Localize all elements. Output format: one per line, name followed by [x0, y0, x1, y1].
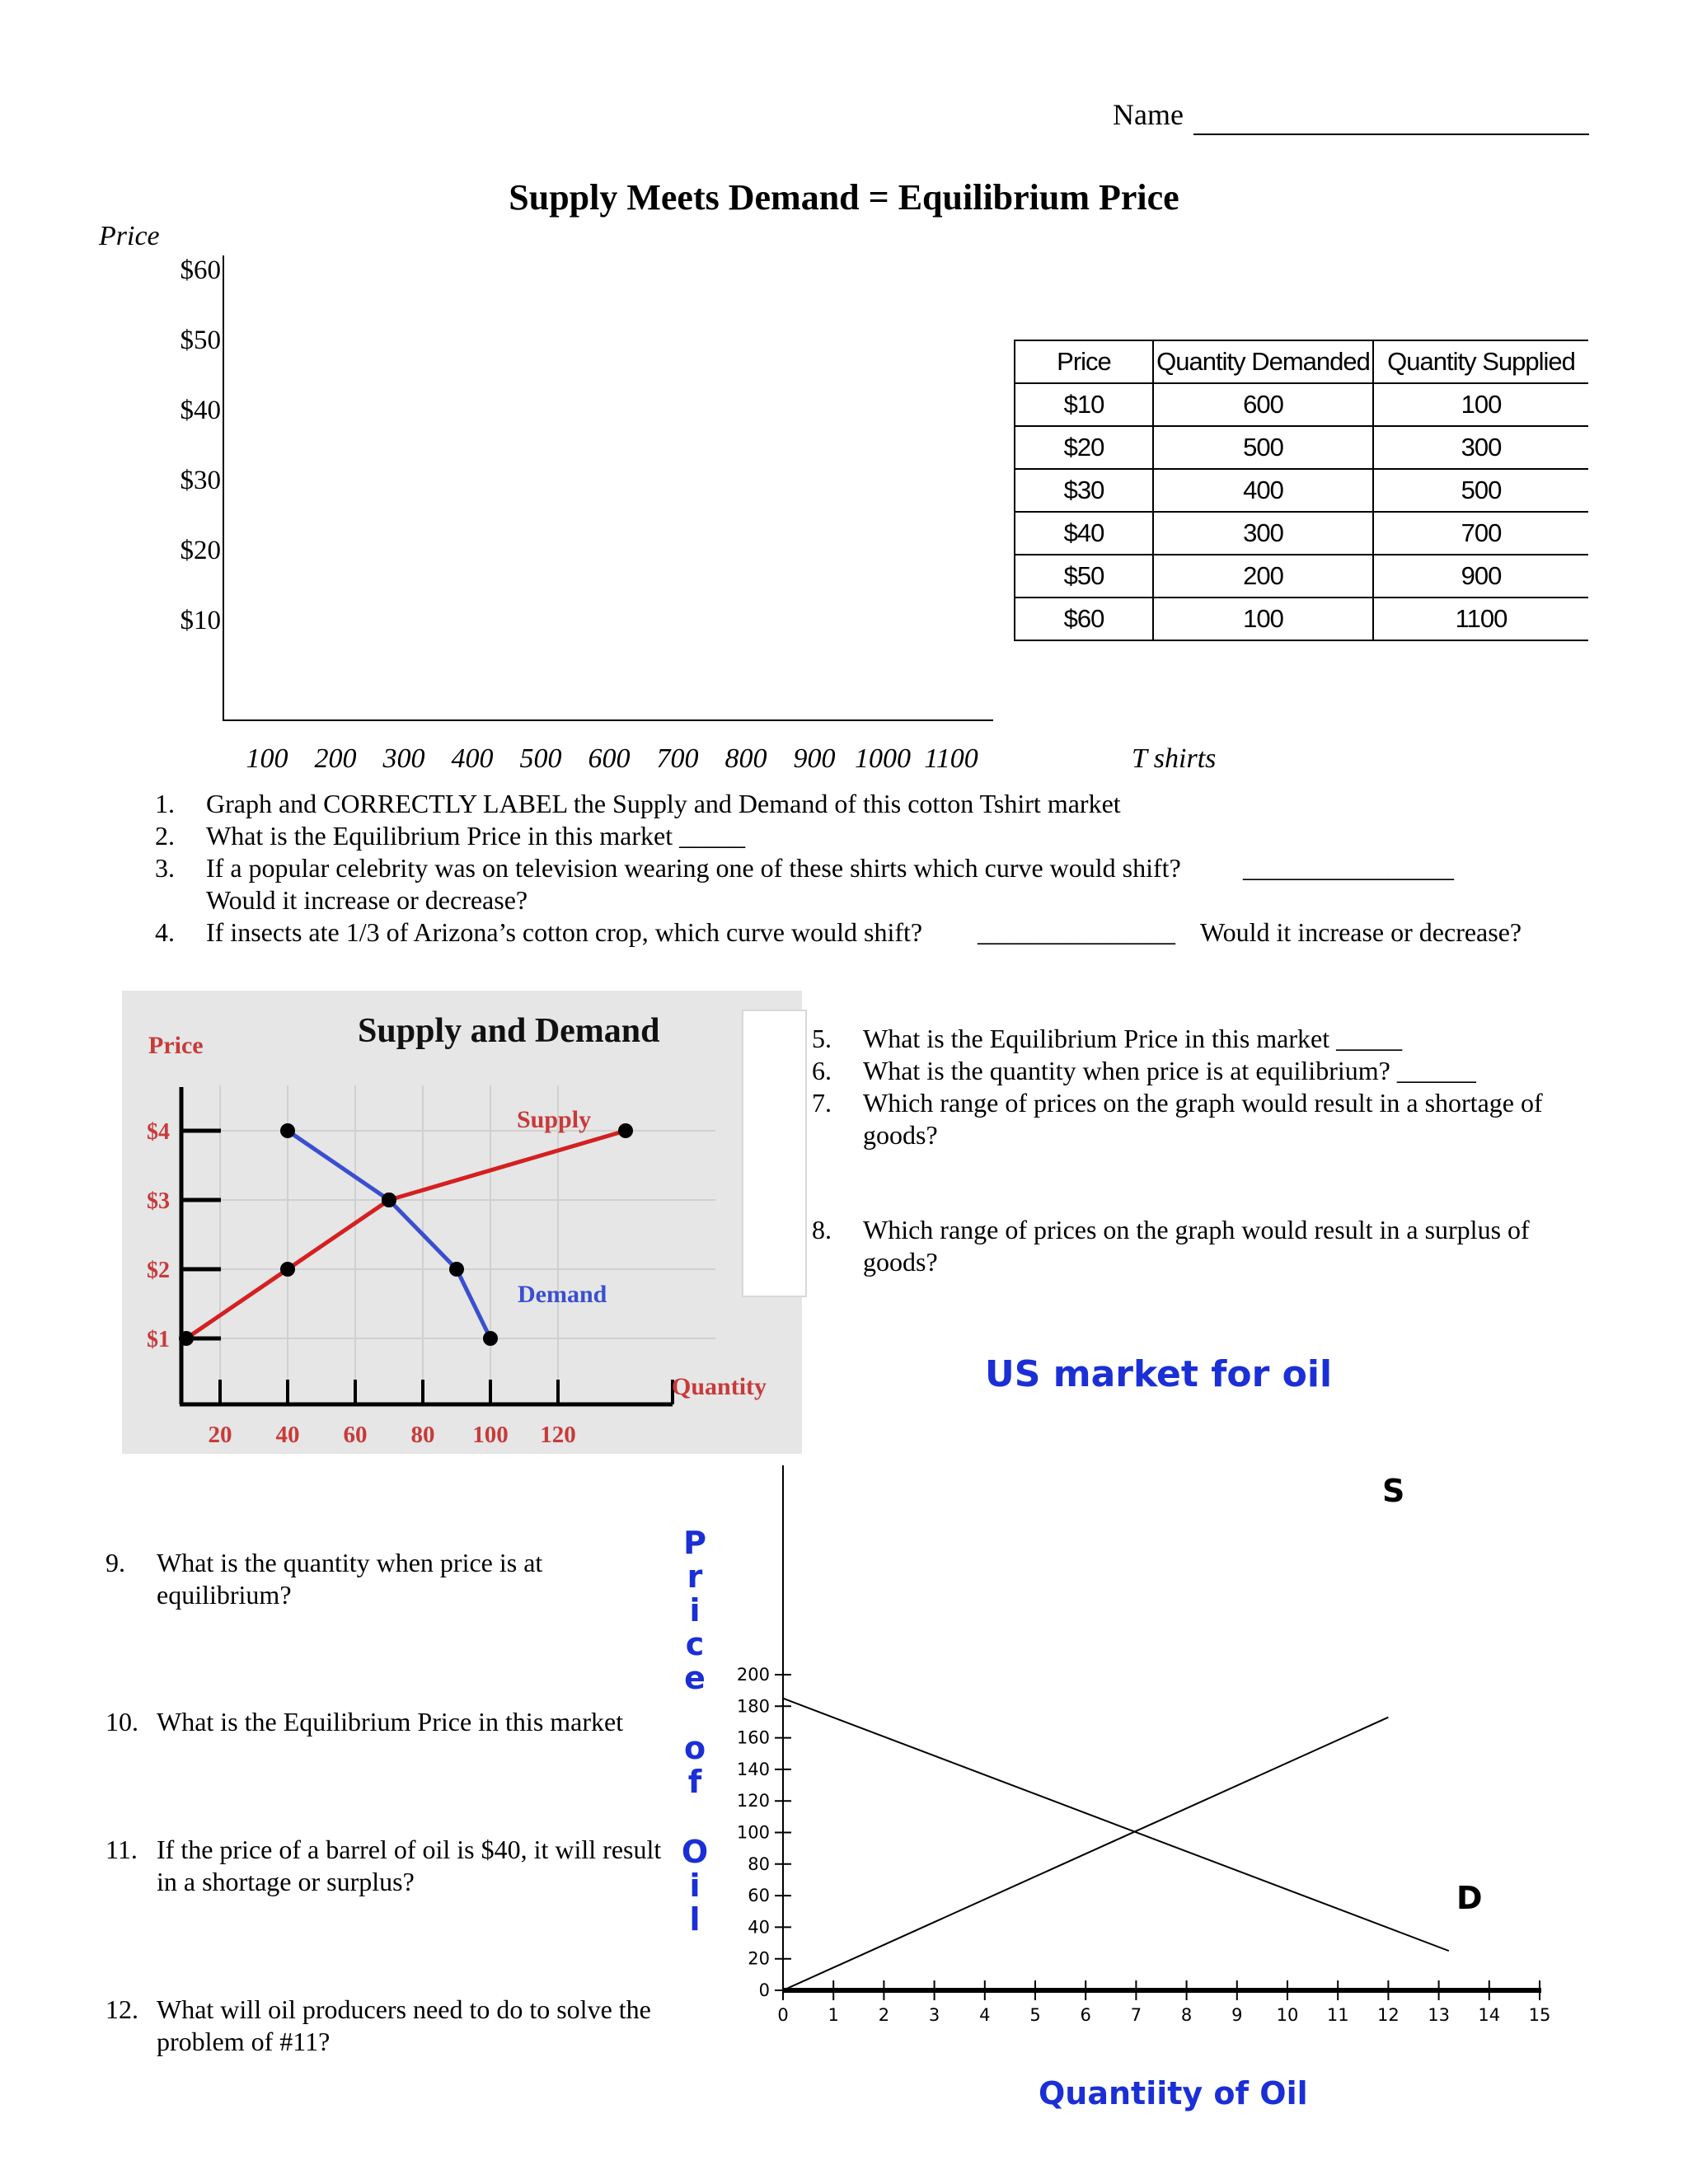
- oil-y-title-letter: e: [684, 1660, 706, 1696]
- question-4-tail: Would it increase or decrease?: [1200, 917, 1522, 947]
- question-7-num: 7.: [812, 1088, 832, 1118]
- supply-curve-label: Supply: [517, 1106, 592, 1133]
- table-row: [1015, 426, 1588, 469]
- question-12-line2: problem of #11?: [157, 2027, 331, 2056]
- question-2-num: 2.: [155, 821, 175, 851]
- chart2-y-tick-label: $3: [147, 1188, 170, 1214]
- table-row: [1015, 598, 1588, 640]
- oil-x-title: Quantiity of Oil: [1039, 2075, 1308, 2111]
- data-point: [280, 1123, 295, 1138]
- placeholder-box: [742, 1010, 807, 1297]
- oil-x-tick-label: 1: [828, 2005, 839, 2025]
- question-12-text: What will oil producers need to do to solve the: [157, 1994, 651, 2024]
- chart2-x-tick-label: 120: [540, 1422, 576, 1448]
- oil-y-tick-label: 160: [736, 1727, 770, 1748]
- chart2-x-tick-label: 20: [208, 1422, 232, 1448]
- graph1-y-tick: $30: [180, 466, 221, 495]
- oil-y-title-letter: O: [681, 1834, 709, 1870]
- table-header-supplied: Quantity Supplied: [1373, 340, 1588, 383]
- question-3-text: If a popular celebrity was on television wearing one of these shirts which curve would shift?: [206, 853, 1181, 883]
- chart2-xlabel: Quantity: [672, 1373, 767, 1400]
- question-10-num: 10.: [106, 1707, 138, 1736]
- series-d-line: [783, 1699, 1449, 1951]
- table-row: [1015, 469, 1588, 512]
- oil-y-tick-label: 20: [748, 1948, 770, 1969]
- oil-x-tick-label: 15: [1528, 2005, 1551, 2025]
- table-cell: $20: [1015, 426, 1153, 469]
- chart2-y-tick-label: $1: [147, 1327, 170, 1352]
- graph1-y-tick: $50: [180, 326, 221, 355]
- oil-y-tick-label: 180: [736, 1696, 770, 1717]
- graph1-x-axis: [223, 719, 993, 721]
- chart2-title: Supply and Demand: [358, 1012, 660, 1050]
- table-cell: 400: [1153, 469, 1373, 512]
- question-3-num: 3.: [155, 853, 175, 883]
- question-2-text: What is the Equilibrium Price in this market _____: [206, 821, 746, 851]
- oil-y-tick-label: 120: [736, 1791, 770, 1811]
- graph1-x-tick: 400: [451, 743, 494, 774]
- oil-y-title-letter: i: [689, 1868, 701, 1904]
- table-header-price: Price: [1015, 340, 1153, 383]
- question-9-line2: equilibrium?: [157, 1580, 292, 1610]
- oil-x-tick-label: 0: [777, 2005, 789, 2025]
- oil-y-tick-label: 80: [748, 1854, 770, 1874]
- table-cell: $40: [1015, 512, 1153, 555]
- graph1-y-tick: $40: [180, 396, 221, 425]
- question-4-blank[interactable]: _______________: [978, 917, 1175, 947]
- chart2-x-tick-label: 60: [343, 1422, 368, 1448]
- graph1-x-tick: 900: [793, 743, 836, 774]
- table-cell: 100: [1153, 598, 1373, 640]
- oil-y-tick-label: 60: [748, 1886, 770, 1906]
- question-9-text: What is the quantity when price is at: [157, 1548, 543, 1577]
- question-9-num: 9.: [106, 1548, 125, 1577]
- graph1-x-tick: 300: [382, 743, 425, 774]
- graph1-x-tick: 600: [588, 743, 631, 774]
- question-8-line2: goods?: [863, 1247, 938, 1277]
- table-cell: 300: [1153, 512, 1373, 555]
- graph1-x-tick: 800: [724, 743, 767, 774]
- graph1-x-tick: 700: [656, 743, 699, 774]
- data-point: [618, 1123, 633, 1138]
- table-cell: 900: [1373, 555, 1588, 598]
- graph1-y-tick: $60: [180, 255, 221, 285]
- oil-y-title-letter: P: [683, 1525, 706, 1561]
- question-7-line2: goods?: [863, 1120, 938, 1150]
- oil-x-tick-label: 12: [1377, 2005, 1400, 2025]
- supply-demand-table: [1014, 340, 1588, 641]
- chart2-ylabel: Price: [148, 1032, 204, 1059]
- graph1-y-axis: [223, 255, 224, 721]
- table-cell: 500: [1153, 426, 1373, 469]
- question-5-num: 5.: [812, 1024, 832, 1053]
- graph1-x-tick: 1100: [924, 743, 978, 774]
- question-4-text: If insects ate 1/3 of Arizona’s cotton crop, which curve would shift?: [206, 917, 923, 947]
- oil-y-title-letter: l: [689, 1901, 701, 1938]
- table-cell: 300: [1373, 426, 1588, 469]
- demand-line-label: D: [1456, 1880, 1483, 1916]
- question-11-line2: in a shortage or surplus?: [157, 1867, 415, 1896]
- question-10-text: What is the Equilibrium Price in this market: [157, 1707, 624, 1736]
- oil-y-tick-label: 0: [758, 1980, 770, 2000]
- table-cell: $50: [1015, 555, 1153, 598]
- name-field[interactable]: [1113, 97, 1184, 132]
- oil-x-tick-label: 7: [1130, 2005, 1142, 2025]
- graph1-x-tick: 100: [246, 743, 288, 774]
- graph1-x-title: T shirts: [1132, 743, 1217, 774]
- oil-market-chart-svg: [0, 1319, 1688, 2143]
- oil-x-tick-label: 5: [1029, 2005, 1041, 2025]
- table-header-row: [1015, 340, 1588, 383]
- chart2-x-tick-label: 100: [472, 1422, 509, 1448]
- table-cell: $10: [1015, 383, 1153, 426]
- oil-chart-title: US market for oil: [985, 1353, 1333, 1395]
- graph1-y-title: Price: [99, 221, 160, 251]
- graph1-y-tick: $20: [180, 536, 221, 565]
- question-8-num: 8.: [812, 1215, 832, 1244]
- question-3-line2: Would it increase or decrease?: [206, 885, 528, 915]
- oil-y-title-letter: i: [689, 1592, 701, 1629]
- graph1-x-tick: 200: [314, 743, 357, 774]
- table-cell: 1100: [1373, 598, 1588, 640]
- question-6-num: 6.: [812, 1056, 832, 1085]
- oil-y-tick-label: 100: [736, 1822, 770, 1843]
- oil-y-title-letter: f: [687, 1764, 702, 1800]
- oil-x-tick-label: 2: [878, 2005, 890, 2025]
- chart2-y-tick-label: $2: [147, 1258, 170, 1283]
- table-header-demanded: Quantity Demanded: [1153, 340, 1373, 383]
- data-point: [449, 1262, 464, 1277]
- series-demand-line: [288, 1131, 490, 1338]
- oil-y-title-letter: r: [687, 1558, 703, 1595]
- name-underline: [1193, 134, 1589, 135]
- page-title: Supply Meets Demand = Equilibrium Price: [509, 177, 1179, 218]
- table-row: [1015, 512, 1588, 555]
- data-point: [382, 1193, 396, 1207]
- oil-y-tick-label: 140: [736, 1759, 770, 1779]
- oil-x-tick-label: 10: [1276, 2005, 1299, 2025]
- graph1-x-tick: 500: [519, 743, 562, 774]
- oil-x-tick-label: 4: [979, 2005, 991, 2025]
- demand-curve-label: Demand: [518, 1281, 607, 1308]
- question-12-num: 12.: [106, 1994, 138, 2024]
- table-cell: 500: [1373, 469, 1588, 512]
- table-cell: 200: [1153, 555, 1373, 598]
- table-row: [1015, 555, 1588, 598]
- table-cell: $30: [1015, 469, 1153, 512]
- oil-y-tick-label: 40: [748, 1917, 770, 1938]
- table-row: [1015, 383, 1588, 426]
- oil-x-tick-label: 9: [1231, 2005, 1243, 2025]
- question-7-text: Which range of prices on the graph would result in a shortage of: [863, 1088, 1543, 1118]
- name-label: Name: [1113, 98, 1184, 131]
- question-1-text: Graph and CORRECTLY LABEL the Supply and Demand of this cotton Tshirt market: [206, 789, 1121, 818]
- table-cell: 700: [1373, 512, 1588, 555]
- chart2-y-tick-label: $4: [147, 1119, 170, 1145]
- question-6-text: What is the quantity when price is at equilibrium? ______: [863, 1056, 1476, 1085]
- oil-x-tick-label: 3: [928, 2005, 940, 2025]
- question-1-num: 1.: [155, 789, 175, 818]
- question-11-num: 11.: [106, 1835, 138, 1864]
- table-cell: $60: [1015, 598, 1153, 640]
- oil-x-tick-label: 14: [1478, 2005, 1501, 2025]
- question-11-text: If the price of a barrel of oil is $40, it will result: [157, 1835, 662, 1864]
- oil-y-title-letter: c: [685, 1626, 705, 1662]
- oil-y-title-letter: o: [683, 1730, 706, 1766]
- oil-market-chart: [0, 1319, 1688, 2143]
- table-cell: 100: [1373, 383, 1588, 426]
- graph1-y-tick: $10: [180, 606, 221, 635]
- oil-x-tick-label: 8: [1180, 2005, 1193, 2025]
- question-3-blank[interactable]: ________________: [1243, 853, 1454, 883]
- chart2-x-tick-label: 80: [410, 1422, 435, 1448]
- oil-x-tick-label: 6: [1080, 2005, 1091, 2025]
- table-cell: 600: [1153, 383, 1373, 426]
- supply-line-label: S: [1382, 1473, 1405, 1509]
- oil-x-tick-label: 11: [1326, 2005, 1349, 2025]
- question-8-text: Which range of prices on the graph would result in a surplus of: [863, 1215, 1530, 1244]
- question-4-num: 4.: [155, 917, 175, 947]
- graph1-x-tick: 1000: [855, 743, 911, 774]
- series-s-line: [783, 1718, 1388, 1990]
- chart2-x-tick-label: 40: [275, 1422, 300, 1448]
- oil-y-tick-label: 200: [736, 1665, 770, 1685]
- data-point: [280, 1262, 295, 1277]
- oil-x-tick-label: 13: [1428, 2005, 1450, 2025]
- question-5-text: What is the Equilibrium Price in this market _____: [863, 1024, 1403, 1053]
